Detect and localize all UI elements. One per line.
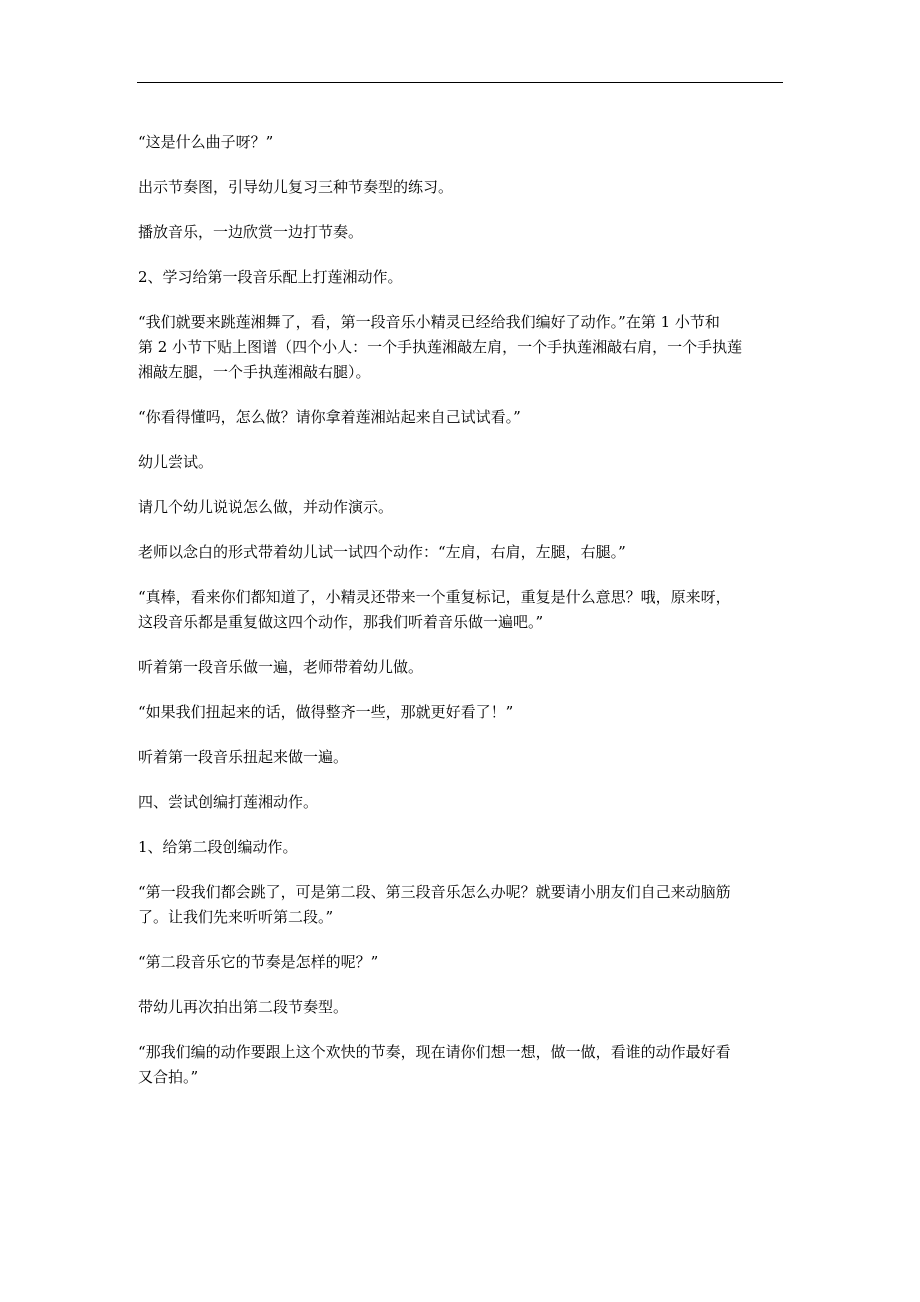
paragraph-17	[138, 950, 790, 975]
text-line: 听着第一段音乐做一遍，老师带着幼儿做。	[138, 658, 424, 676]
paragraph-13	[138, 745, 790, 770]
paragraph-8	[138, 495, 790, 520]
paragraph-1	[138, 130, 790, 155]
text-line: 四、尝试创编打莲湘动作。	[138, 793, 319, 811]
text-line: “真棒，看来你们都知道了，小精灵还带来一个重复标记，重复是什么意思？哦，原来呀，	[138, 588, 731, 606]
paragraph-16	[138, 880, 790, 930]
text-line: “如果我们扭起来的话，做得整齐一些，那就更好看了！”	[138, 703, 514, 721]
text-line: “第一段我们都会跳了，可是第二段、第三段音乐怎么办呢？就要请小朋友们自己来动脑筋	[138, 883, 731, 901]
paragraph-18	[138, 995, 790, 1020]
text-line: 请几个幼儿说说怎么做，并动作演示。	[138, 498, 394, 516]
text-line: “我们就要来跳莲湘舞了，看，第一段音乐小精灵已经给我们编好了动作。”在第 1 小节和	[138, 313, 720, 331]
text-line: 2、学习给第一段音乐配上打莲湘动作。	[138, 268, 403, 286]
paragraph-6	[138, 405, 790, 430]
text-line: 这段音乐都是重复做这四个动作，那我们听着音乐做一遍吧。”	[138, 613, 544, 631]
document-body	[138, 130, 790, 1110]
paragraph-19	[138, 1040, 790, 1090]
paragraph-5	[138, 310, 790, 385]
text-line: 播放音乐，一边欣赏一边打节奏。	[138, 223, 364, 241]
text-line: 听着第一段音乐扭起来做一遍。	[138, 748, 349, 766]
paragraph-7	[138, 450, 790, 475]
text-line: 1、给第二段创编动作。	[138, 838, 298, 856]
paragraph-9	[138, 540, 790, 565]
text-line: “这是什么曲子呀？”	[138, 133, 274, 151]
paragraph-2	[138, 175, 790, 200]
text-line: “那我们编的动作要跟上这个欢快的节奏，现在请你们想一想，做一做，看谁的动作最好看	[138, 1043, 731, 1061]
subsection-heading-1	[138, 835, 790, 860]
paragraph-12	[138, 700, 790, 725]
text-line: “你看得懂吗，怎么做？请你拿着莲湘站起来自己试试看。”	[138, 408, 521, 426]
text-line: 了。让我们先来听听第二段。”	[138, 908, 334, 926]
header-rule	[137, 82, 783, 83]
paragraph-3	[138, 220, 790, 245]
text-line: 出示节奏图，引导幼儿复习三种节奏型的练习。	[138, 178, 454, 196]
text-line: 带幼儿再次拍出第二段节奏型。	[138, 998, 349, 1016]
section-heading-2	[138, 265, 790, 290]
paragraph-11	[138, 655, 790, 680]
text-line: 又合拍。”	[138, 1068, 199, 1086]
text-line: 湘敲左腿，一个手执莲湘敲右腿）。	[138, 363, 371, 381]
text-line: 幼儿尝试。	[138, 453, 214, 471]
text-line: “第二段音乐它的节奏是怎样的呢？”	[138, 953, 379, 971]
section-heading-4	[138, 790, 790, 815]
text-line: 老师以念白的形式带着幼儿试一试四个动作：“左肩，右肩，左腿，右腿。”	[138, 543, 626, 561]
paragraph-10	[138, 585, 790, 635]
text-line: 第 2 小节下贴上图谱（四个小人：一个手执莲湘敲左肩，一个手执莲湘敲右肩，一个手执莲	[138, 338, 743, 356]
